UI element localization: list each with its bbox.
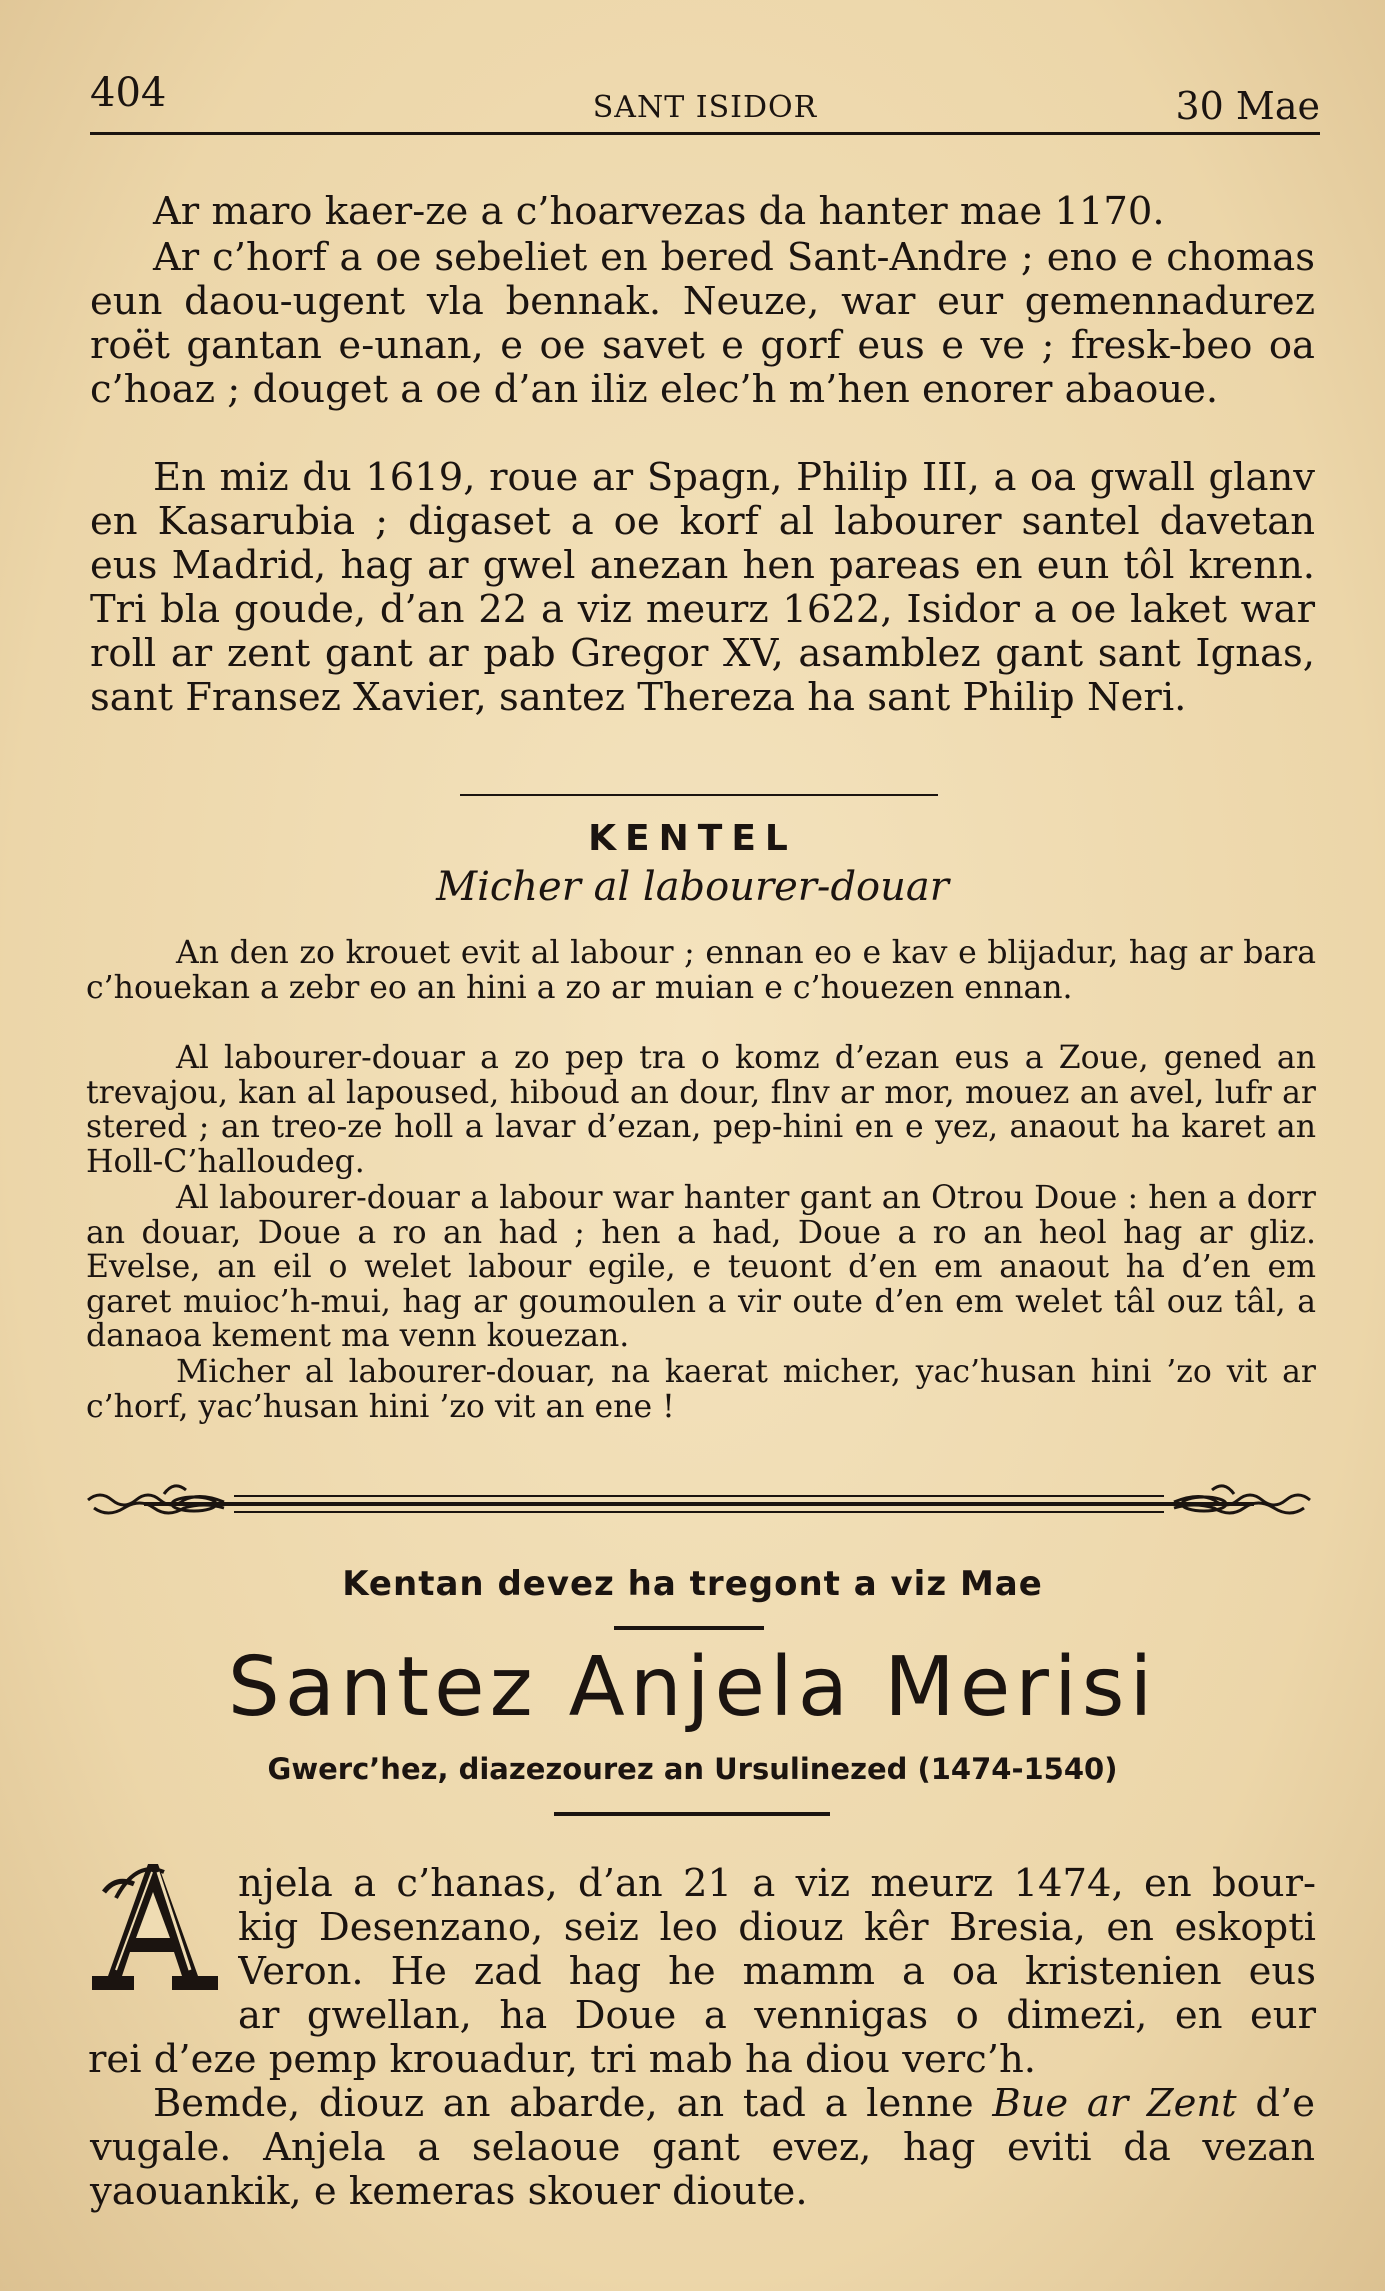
lesson-paragraph: Al labourer-douar a labour war hanter gant an Otrou Doue : hen a dorr an douar, Doue a ro an had ; hen a had, Doue a ro an heol hag ar gliz. Evelse, an eil o welet labour egile, e teuont d’en em anaout ha d’en em garet muioc’h-mui, hag ar goumoulen a vir oute d’en em welet tâl ouz tâl, a danaoa kement ma venn kouezan. (86, 1180, 1316, 1354)
saint-description: Gwerc’hez, diazezourez an Ursulinezed (1474-1540) (267, 1752, 1118, 1786)
ornamental-divider (84, 1474, 1314, 1534)
header-date: 30 Mae (1175, 84, 1320, 128)
short-rule (554, 1812, 830, 1816)
lesson-title: KENTEL (588, 818, 797, 859)
page-number: 404 (90, 70, 167, 116)
paragraph-canonization: En miz du 1619, roue ar Spagn, Philip III, a oa gwall glanv en Kasarubia ; digaset a oe korf al labourer santel davetan eus Madrid, hag ar gwel anezan hen pareas en eun tôl krenn. Tri bla goude, d’an 22 a viz meurz 1622, Isidor a oe laket war roll ar zent gant ar pab Gregor XV, asamblez gant sant Ignas, sant Fransez Xavier, santez Thereza ha sant Philip Neri. (90, 455, 1315, 720)
svg-text:A: A (86, 1858, 87, 1859)
saint-text-line: Veron. He zad hag he mamm a oa kristenien eus (238, 1950, 1316, 1994)
lesson-paragraph: Micher al labourer-douar, na kaerat micher, yac’husan hini ’zo vit ar c’horf, yac’husan hini ’zo vit an ene ! (86, 1354, 1316, 1425)
saint-text-line: kig Desenzano, seiz leo diouz kêr Bresia, en eskopti (238, 1906, 1316, 1950)
paragraph-burial: Ar c’horf a oe sebeliet en bered Sant-Andre ; eno e chomas eun daou-ugent vla bennak. Neuze, war eur gemennadurez roët gantan e-unan, e oe savet e gorf eus e ve ; fresk-beo oa c’hoaz ; douget a oe d’an iliz elec’h m’hen enorer abaoue. (90, 235, 1315, 412)
saint-text-line: njela a c’hanas, d’an 21 a viz meurz 1474, en bour- (238, 1862, 1316, 1906)
drop-cap-letter (86, 1858, 226, 2000)
lesson-paragraph: Al labourer-douar a zo pep tra o komz d’ezan eus a Zoue, gened an trevajou, kan al lapoused, hiboud an dour, flnv ar mor, mouez an avel, lufr ar stered ; an treo-ze holl a lavar d’ezan, pep-hini en e yez, anaout ha karet an Holl-C’halloudeg. (86, 1040, 1316, 1180)
lesson-subtitle: Micher al labourer-douar (436, 864, 949, 910)
running-title: SANT ISIDOR (592, 90, 818, 125)
saint-name-heading: Santez Anjela Merisi (227, 1640, 1158, 1735)
saint-text-line: ar gwellan, ha Doue a vennigas o dimezi, en eur (238, 1994, 1316, 2038)
feast-date-line: Kentan devez ha tregont a viz Mae (342, 1564, 1043, 1604)
paragraph-death: Ar maro kaer-ze a c’hoarvezas da hanter mae 1170. (153, 189, 1165, 234)
text-run: d’e vugale. Anjela a selaoue gant evez, hag eviti da vezan yaouankik, e kemeras skouer dioute. (90, 2081, 1315, 2214)
running-header (90, 62, 1320, 135)
lesson-paragraph: An den zo krouet evit al labour ; ennan eo e kav e blijadur, hag ar bara c’houekan a zebr eo an hini a zo ar muian e c’houezen ennan. (86, 935, 1316, 1006)
saint-text-line: rei d’eze pemp krouadur, tri mab ha diou verc’h. (88, 2037, 1036, 2082)
section-divider (460, 794, 938, 796)
paragraph-childhood (90, 2082, 1315, 2214)
short-rule (614, 1626, 764, 1630)
book-title-italic: Bue ar Zent (992, 2081, 1237, 2126)
text-run: Bemde, diouz an abarde, an tad a lenne (153, 2081, 974, 2126)
